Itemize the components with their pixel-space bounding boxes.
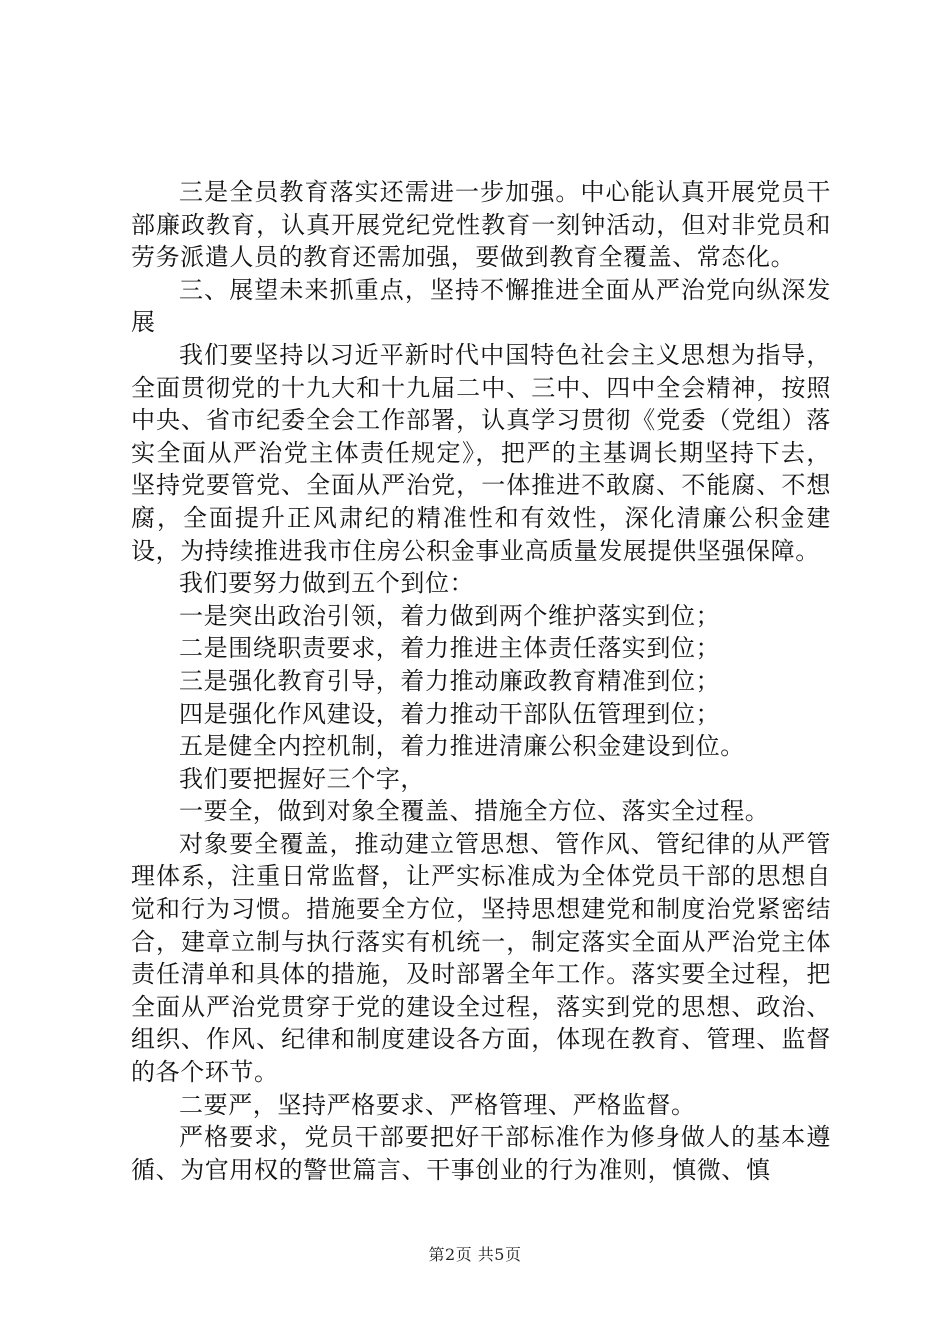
paragraph-word-yan: 二要严，坚持严格要求、严格管理、严格监督。 <box>179 1090 696 1119</box>
section-heading-3: 三、展望未来抓重点，坚持不懈推进全面从严治党向纵深发展 <box>131 275 831 337</box>
paragraph-word-quan: 一要全，做到对象全覆盖、措施全方位、落实全过程。 <box>179 797 770 826</box>
list-item-goal-3: 三是强化教育引导，着力推动廉政教育精准到位； <box>179 666 721 695</box>
paragraph-three-words-intro: 我们要把握好三个字， <box>179 764 425 793</box>
list-item-goal-4: 四是强化作风建设，着力推动干部队伍管理到位； <box>179 699 721 728</box>
paragraph-five-goals-intro: 我们要努力做到五个到位： <box>179 569 475 598</box>
paragraph-yan-detail: 严格要求，党员干部要把好干部标准作为修身做人的基本遵循、为官用权的警世篇言、干事创业的行为准则，慎微、慎 <box>131 1123 831 1184</box>
list-item-goal-1: 一是突出政治引领，着力做到两个维护落实到位； <box>179 601 721 630</box>
paragraph-quan-detail: 对象要全覆盖，推动建立管思想、管作风、管纪律的从严管理体系，注重日常监督，让严实标准成为全体党员干部的思想自觉和行为习惯。措施要全方位，坚持思想建党和制度治党紧密结合，建章立制与执行落实有机统一，制定落实全面从严治党主体责任清单和具体的措施，及时部署全年工作。落实要全过程，把全面从严治党贯穿于党的建设全过程，落实到党的思想、政治、组织、作风、纪律和制度建设各方面，体现在教育、管理、监督的各个环节。 <box>131 829 831 1087</box>
list-item-goal-5: 五是健全内控机制，着力推进清廉公积金建设到位。 <box>179 732 745 761</box>
list-item-goal-2: 二是围绕职责要求，着力推进主体责任落实到位； <box>179 634 721 663</box>
page-number-footer: 第2页 共5页 <box>428 1245 522 1264</box>
paragraph-1: 三是全员教育落实还需进一步加强。中心能认真开展党员干部廉政教育，认真开展党纪党性教育一刻钟活动，但对非党员和劳务派遣人员的教育还需加强，要做到教育全覆盖、常态化。 <box>131 178 831 272</box>
document-body <box>131 176 831 1186</box>
paragraph-guiding-thought: 我们要坚持以习近平新时代中国特色社会主义思想为指导，全面贯彻党的十九大和十九届二中、三中、四中全会精神，按照中央、省市纪委全会工作部署，认真学习贯彻《党委（党组）落实全面从严治党主体责任规定》，把严的主基调长期坚持下去，坚持党要管党、全面从严治党，一体推进不敢腐、不能腐、不想腐，全面提升正风肃纪的精准性和有效性，深化清廉公积金建设，为持续推进我市住房公积金事业高质量发展提供坚强保障。 <box>131 340 831 565</box>
